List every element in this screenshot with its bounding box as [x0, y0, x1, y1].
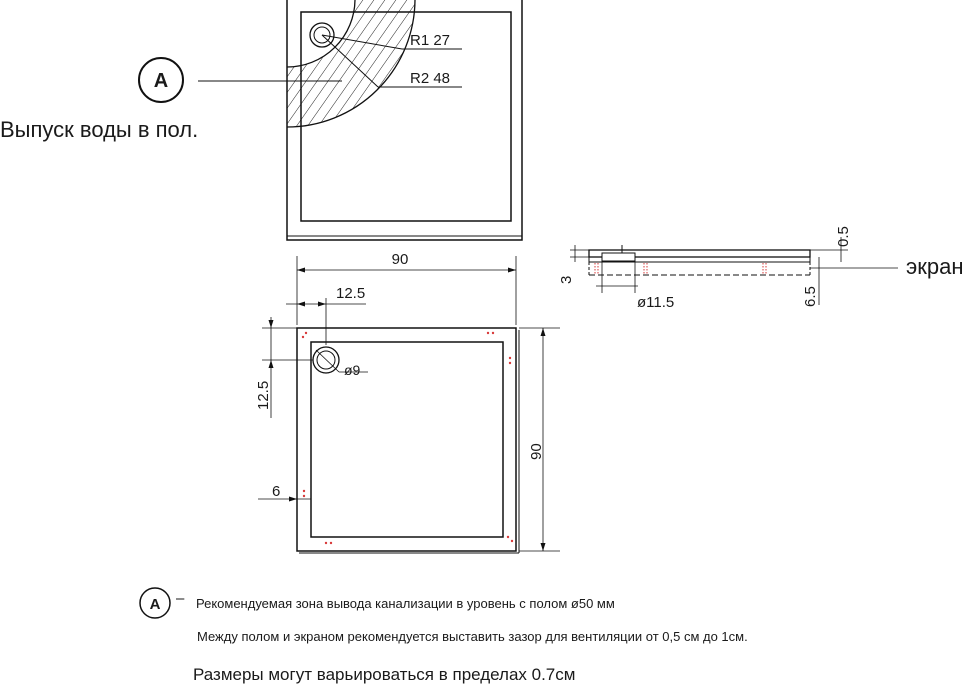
r2-label: R2 48 [410, 70, 451, 87]
height-label: 90 [528, 443, 545, 460]
width-label: 90 [391, 251, 409, 268]
side-legs [595, 263, 766, 274]
width-arrow-right [508, 268, 516, 273]
r1-label: R1 27 [410, 32, 451, 49]
drain-zone-hatch [287, 0, 415, 127]
height-arrow-bottom [541, 543, 546, 551]
plan-tray-inner [311, 342, 503, 537]
tray-thickness-label: 3 [558, 275, 575, 284]
side-drain-label: ø11.5 [637, 294, 675, 311]
top-view [0, 0, 522, 240]
leg-arrow [289, 497, 297, 502]
drain-caption: Выпуск воды в пол. [0, 117, 199, 142]
offset-y-arrow-bottom [269, 360, 274, 368]
side-drain-body [602, 253, 635, 261]
screen-label: экран [906, 254, 964, 279]
plan-view [255, 251, 560, 553]
offset-y-label: 12.5 [255, 380, 272, 410]
note-line-2: Между полом и экраном рекомендуется выставить зазор для вентиляции от 0,5 см до 1см. [197, 629, 748, 644]
offset-x-label: 12.5 [336, 285, 366, 302]
height-arrow-top [541, 328, 546, 336]
offset-x-arrow-left [297, 302, 305, 307]
plan-drain-label: ø9 [344, 362, 361, 378]
side-view [558, 226, 963, 311]
note-line-3: Размеры могут варьироваться в пределах 0.7см [193, 665, 576, 684]
offset-x-arrow-right [318, 302, 326, 307]
offset-y-arrow-top [269, 320, 274, 328]
note-line-1: Рекомендуемая зона вывода канализации в уровень с полом ø50 мм [196, 596, 615, 611]
width-arrow-left [297, 268, 305, 273]
marker-a-letter: A [153, 70, 169, 92]
note-dash: – [176, 590, 185, 607]
notes [140, 588, 748, 684]
leg-offset-label: 6 [272, 483, 281, 500]
note-marker-a-letter: A [149, 596, 161, 613]
top-thickness-label: 0.5 [835, 226, 852, 247]
leg-height-label: 6.5 [802, 286, 819, 307]
